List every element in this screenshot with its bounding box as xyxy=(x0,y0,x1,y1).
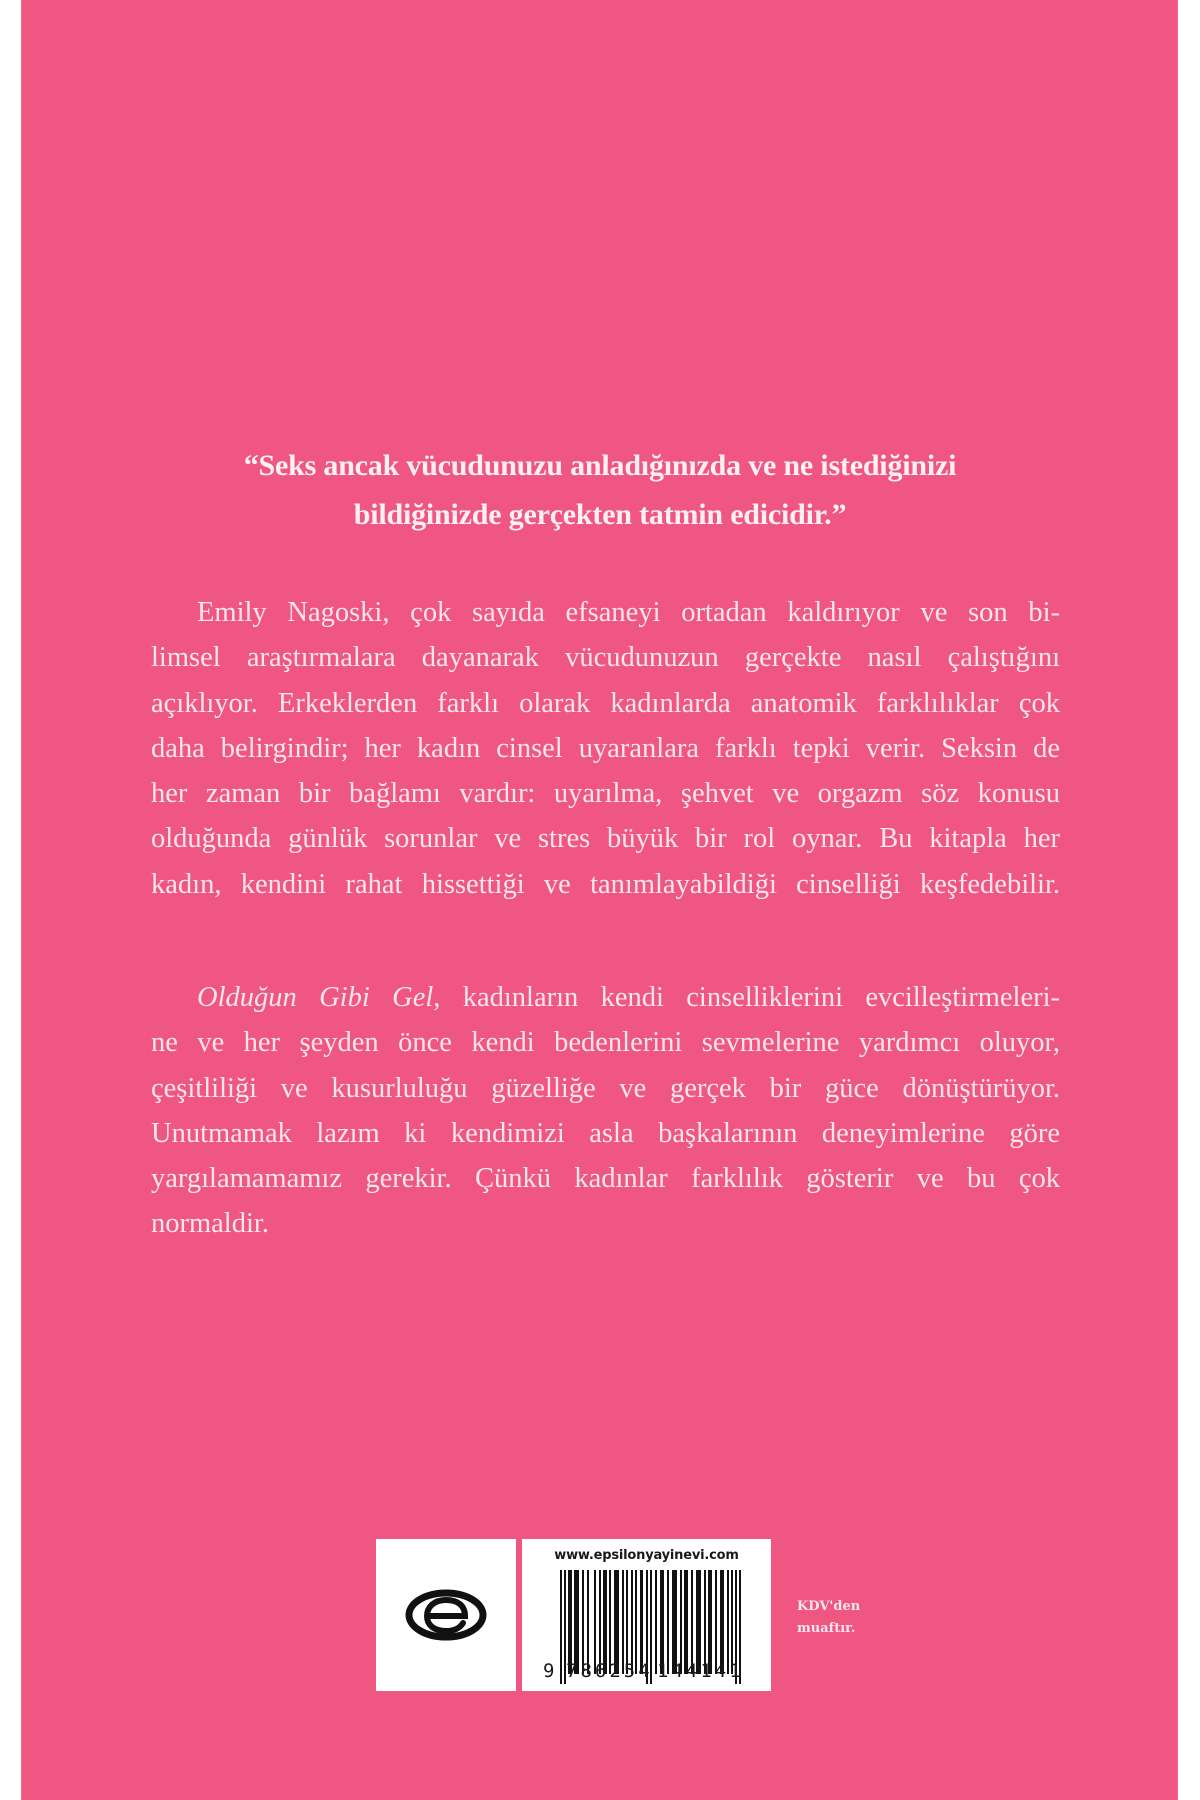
description-paragraph-2 xyxy=(151,975,1060,1247)
description-paragraph-1 xyxy=(151,590,1060,907)
publisher-website: www.epsilonyayinevi.com xyxy=(554,1548,739,1563)
paragraph-line: yargılamamamız gerekir. Çünkü kadınlar farklılık gösterir ve bu çok xyxy=(151,1163,1060,1195)
epsilon-e-logo-icon xyxy=(376,1539,516,1691)
paragraph-line: Emily Nagoski, çok sayıda efsaneyi ortadan kaldırıyor ve son bi- xyxy=(197,597,1060,628)
paragraph-line: ne ve her şeyden önce kendi bedenlerini sevmelerine yardımcı oluyor, xyxy=(151,1027,1060,1059)
publisher-logo-box xyxy=(376,1539,516,1691)
barcode-box xyxy=(522,1539,771,1691)
paragraph-line: her zaman bir bağlamı vardır: uyarılma, şehvet ve orgazm söz konusu xyxy=(151,778,1060,810)
isbn-lead-digit: 9 xyxy=(543,1660,558,1682)
book-title: Olduğun Gibi Gel xyxy=(197,982,434,1013)
paragraph-line: Unutmamak lazım ki kendimizi asla başkalarının deneyimlerine göre xyxy=(151,1117,1060,1149)
quote-line: “Seks ancak vücudunuzu anladığınızda ve ne istediğinizi xyxy=(243,449,957,482)
paragraph-line: limsel araştırmalara dayanarak vücudunuzun gerçekte nasıl çalıştığını xyxy=(151,642,1060,674)
paragraph-line-text: , kadınların kendi cinselliklerini evcilleştirmeleri- xyxy=(433,982,1060,1013)
quote-line: bildiğinizde gerçekten tatmin edicidir.” xyxy=(353,498,847,531)
tax-note-line: muaftır. xyxy=(797,1621,856,1636)
paragraph-line: açıklıyor. Erkeklerden farklı olarak kadınlarda anatomik farklılıklar çok xyxy=(151,687,1060,719)
paragraph-line: kadın, kendini rahat hissettiği ve tanımlayabildiği cinselliği keşfedebilir. xyxy=(151,868,1060,900)
isbn-right-digits: 144141 xyxy=(657,1660,744,1682)
paragraph-line: olduğunda günlük sorunlar ve stres büyük bir rol oynar. Bu kitapla her xyxy=(151,823,1060,855)
tax-note-line: KDV'den xyxy=(797,1599,861,1614)
tax-exempt-note xyxy=(797,1596,860,1640)
paragraph-line xyxy=(151,975,1060,1020)
paragraph-line: daha belirgindir; her kadın cinsel uyaranlara farklı tepki verir. Seksin de xyxy=(151,732,1060,764)
paragraph-line: çeşitliliği ve kusurluluğu güzelliğe ve gerçek bir güce dönüştürüyor. xyxy=(151,1072,1060,1104)
paragraph-line: normaldir. xyxy=(151,1208,269,1240)
isbn-left-digits: 786254 xyxy=(566,1660,653,1682)
pull-quote xyxy=(150,441,1050,539)
